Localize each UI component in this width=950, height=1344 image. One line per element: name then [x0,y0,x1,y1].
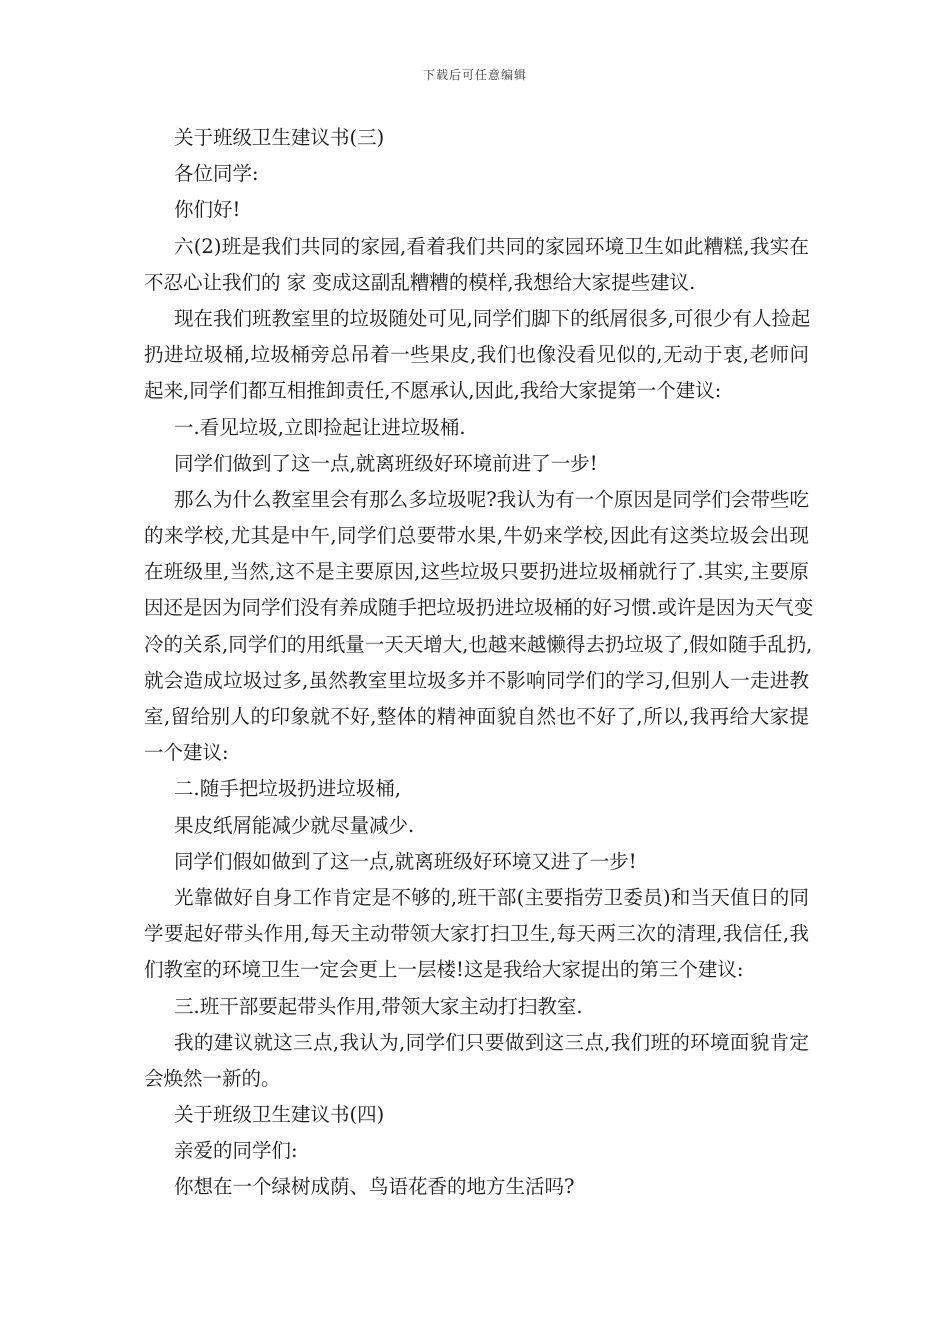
text-line: 因还是因为同学们没有养成随手把垃圾扔进垃圾桶的好习惯.或许是因为天气变 [144,596,814,620]
text-line: 关于班级卫生建议书(三) [174,126,385,149]
text-line: 会焕然一新的。 [144,1066,281,1090]
text-line: 你想在一个绿树成荫、鸟语花香的地方生活吗? [174,1175,575,1199]
text-line: 室,留给别人的印象就不好,整体的精神面貌自然也不好了,所以,我再给大家提 [144,705,809,728]
text-line: 起来,同学们都互相推卸责任,不愿承认,因此,我给大家提第一个建议: [144,379,722,403]
text-line: 学要起好带头作用,每天主动带领大家打扫卫生,每天两三次的清理,我信任,我 [144,922,809,946]
text-line: 那么为什么教室里会有那么多垃圾呢?我认为有一个原因是同学们会带些吃 [174,487,809,511]
text-line: 一个建议: [144,741,229,765]
document-body [144,120,814,1206]
text-line: 二.随手把垃圾扔进垃圾桶, [174,777,401,801]
text-line: 不忍心让我们的 家 变成这副乱糟糟的模样,我想给大家提些建议. [144,270,696,294]
text-line: 同学们假如做到了这一点,就离班级好环境又进了一步! [174,849,637,873]
text-line: 冷的关系,同学们的用纸量一天天增大,也越来越懒得去扔垃圾了,假如随手乱扔, [144,632,813,656]
text-line: 果皮纸屑能减少就尽量减少. [174,813,415,837]
text-line: 三.班干部要起带头作用,带领大家主动打扫教室. [174,994,583,1018]
text-line: 在班级里,当然,这不是主要原因,这些垃圾只要扔进垃圾桶就行了.其实,主要原 [144,560,809,584]
text-line: 光靠做好自身工作肯定是不够的,班干部(主要指劳卫委员)和当天值日的同 [174,885,809,909]
text-line: 同学们做到了这一点,就离班级好环境前进了一步! [174,451,598,475]
text-line: 你们好! [174,198,241,222]
text-line: 我的建议就这三点,我认为,同学们只要做到这三点,我们班的环境面貌肯定 [174,1030,809,1054]
page-header: 下载后可任意编辑 [422,68,527,82]
text-line: 一.看见垃圾,立即捡起让进垃圾桶. [174,415,466,439]
text-line: 各位同学: [174,162,259,186]
text-line: 六(2)班是我们共同的家园,看着我们共同的家园环境卫生如此糟糕,我实在 [174,234,809,258]
text-line: 现在我们班教室里的垃圾随处可见,同学们脚下的纸屑很多,可很少有人捡起 [174,306,811,330]
text-line: 的来学校,尤其是中午,同学们总要带水果,牛奶来学校,因此有这类垃圾会出现 [144,524,809,548]
text-line: 亲爱的同学们: [174,1139,298,1163]
text-line: 们教室的环境卫生一定会更上一层楼!这是我给大家提出的第三个建议: [144,958,744,982]
text-line: 扔进垃圾桶,垃圾桶旁总吊着一些果皮,我们也像没看见似的,无动于衷,老师问 [144,343,809,367]
text-line: 就会造成垃圾过多,虽然教室里垃圾多并不影响同学们的学习,但别人一走进教 [144,668,809,692]
text-line: 关于班级卫生建议书(四) [174,1103,385,1127]
